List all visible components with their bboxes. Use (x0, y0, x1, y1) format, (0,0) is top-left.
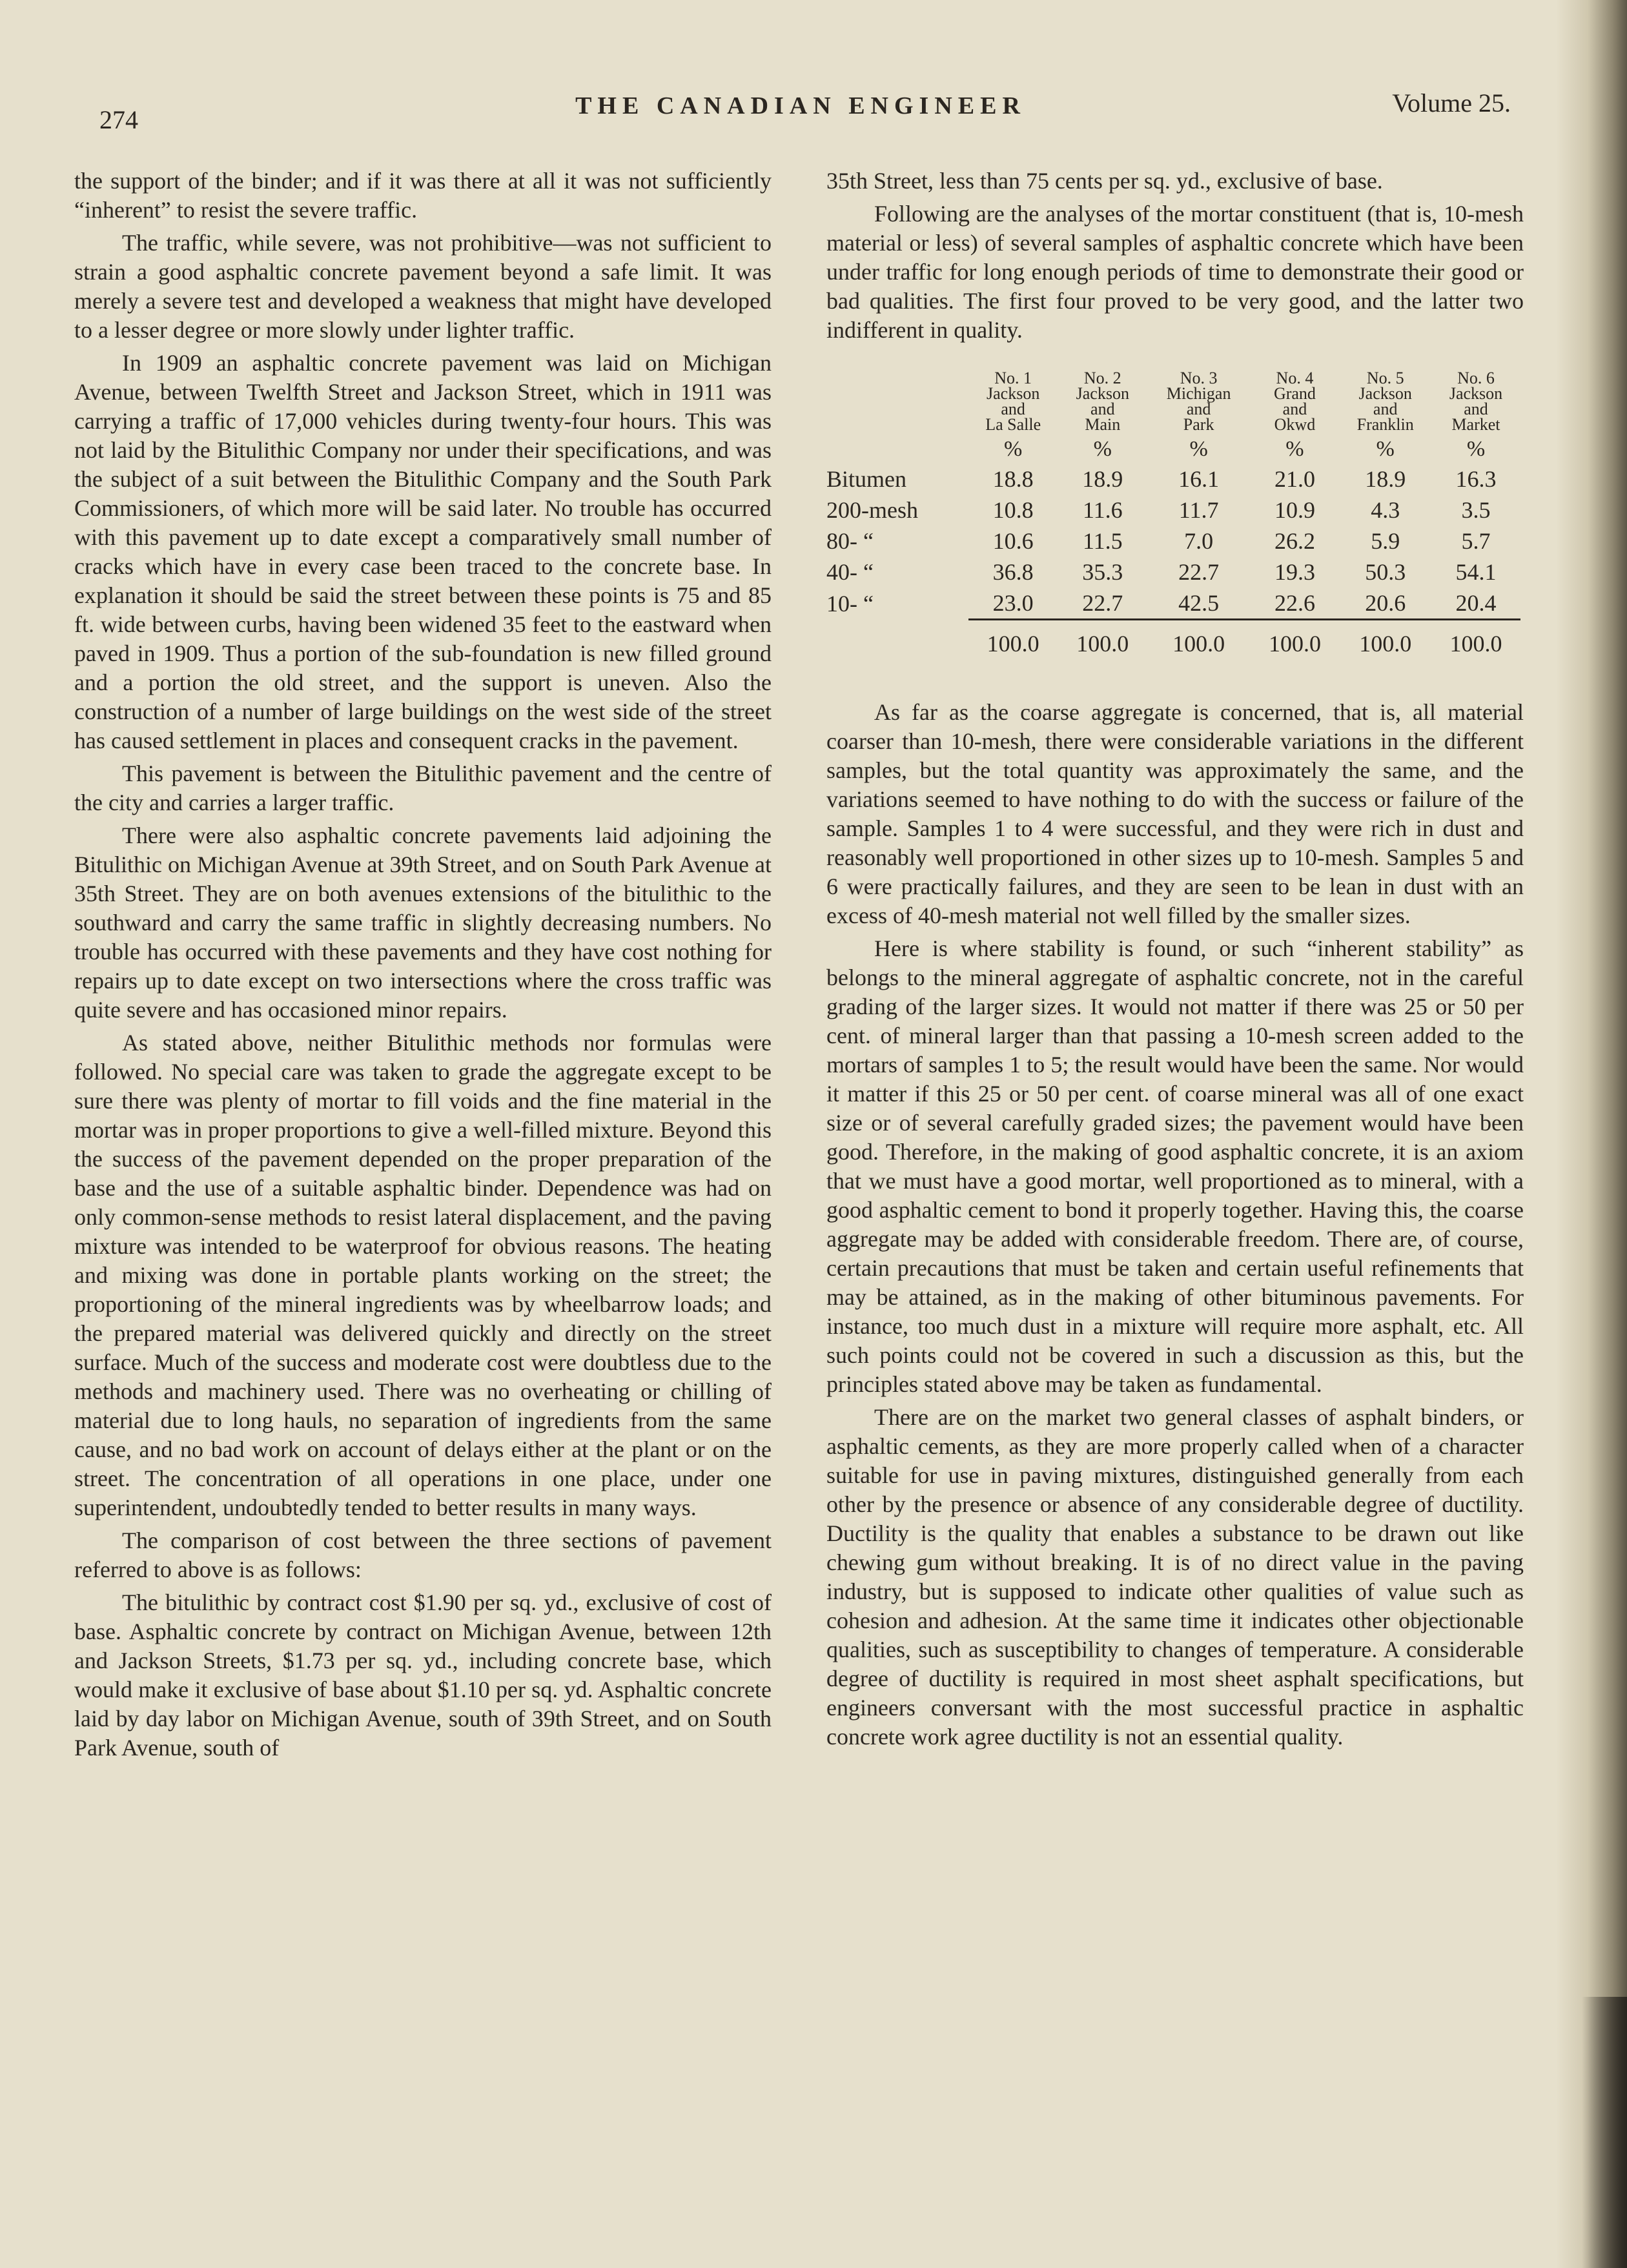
table-cell: 3.5 (1461, 497, 1491, 523)
table-cell: 50.3 (1365, 559, 1406, 585)
table-cell: 16.3 (1455, 466, 1497, 492)
table-cell: 21.0 (1274, 466, 1315, 492)
total-cell: 100.0 (1076, 631, 1129, 657)
total-cell: 100.0 (1449, 631, 1502, 657)
table-header-empty (826, 371, 968, 436)
paragraph: 35th Street, less than 75 cents per sq. yd., exclusive of base. (826, 168, 1383, 194)
paragraph: Here is where stability is found, or such “inherent stability” as belongs to the mineral aggregate of asphaltic concrete, not in the careful grading of the larger sizes. It would not matter if there was 25 or 50 per cent. of mineral larger than that passing a 10-mesh screen added to the mortars of samples 1 to 5; the result would have been the same. Nor would it matter if this 25 or 50 per cent. of coarse mineral was all of one exact size or of several carefully graded sizes; the pavement would have been good. Therefore, in the making of good asphaltic concrete, it is an axiom that we must have a good mortar, well proportioned as to mineral, with a good asphaltic cement to bond it properly together. Having this, the coarse aggregate may be added with considerable freedom. There are, of course, certain precautions that must be taken and certain useful refinements that may be attained, as in the making of other bituminous pavements. For instance, too much dust in a mixture will require more asphalt, etc. All such points could not be covered in such a discussion as this, but the principles stated above may be taken as fundamental. (826, 935, 1524, 1397)
unit-cell: % (1189, 437, 1208, 461)
table-row (826, 464, 1520, 495)
paragraph: As far as the coarse aggregate is concerned, that is, all material coarser than 10-mesh, there were considerable variations in the different samples, but the total quantity was approximately the same, and the variations seemed to have nothing to do with the success or failure of the sample. Samples 1 to 4 were successful, and they were rich in dust and reasonably well proportioned in other sizes up to 10-mesh. Samples 5 and 6 were practically failures, and they are seen to be lean in dust with an excess of 40-mesh material not well filled by the smaller sizes. (826, 699, 1524, 928)
table-cell: 18.9 (1082, 466, 1123, 492)
paragraph: As stated above, neither Bitulithic methods nor formulas were followed. No special care was taken to grade the aggregate except to be sure there was plenty of mortar to fill voids and the fine material in the mortar was in proper proportions to give a well-filled mixture. Beyond this the success of the pavement depended on the proper preparation of the base and the use of a suitable asphaltic binder. Dependence was had on only common-sense methods to resist lateral displacement, and the paving mixture was intended to be waterproof for obvious reasons. The heating and mixing was done in portable plants working on the street; the proportioning of the mineral ingredients was by wheelbarrow loads; and the prepared material was delivered quickly and directly on the street surface. Much of the success and moderate cost were doubtless due to the methods and machinery used. There was no overheating or chilling of material due to long hauls, no separation of ingredients from the same cause, and no bad work on account of delays either at the plant or on the street. The concentration of all operations in one place, under one superintendent, undoubtedly tended to better results in many ways. (74, 1030, 772, 1520)
table-column-header: No. 3 Michigan and Park (1166, 369, 1231, 434)
table-cell: 11.6 (1082, 497, 1123, 523)
table-total-row (826, 620, 1520, 660)
table-row (826, 495, 1520, 526)
table-cell: 22.7 (1058, 587, 1147, 620)
volume-label: Volume 25. (1392, 88, 1511, 117)
mortar-analysis-table (826, 371, 1520, 659)
total-cell: 100.0 (1359, 631, 1412, 657)
unit-cell: % (1004, 437, 1023, 461)
table-cell: 4.3 (1371, 497, 1400, 523)
table-header-row (826, 371, 1520, 436)
table-cell: 7.0 (1184, 528, 1214, 554)
page-number: 274 (99, 105, 138, 134)
total-cell: 100.0 (1172, 631, 1225, 657)
paragraph: This pavement is between the Bitulithic pavement and the centre of the city and carries a larger traffic. (74, 761, 772, 815)
table-cell: 10.8 (992, 497, 1034, 523)
table-unit-row (826, 436, 1520, 464)
page-header (90, 83, 1511, 134)
table-cell: 19.3 (1274, 559, 1315, 585)
paragraph: The comparison of cost between the three sections of pavement referred to above is as follows: (74, 1527, 772, 1582)
row-label: 40- “ (826, 559, 874, 585)
table-cell: 54.1 (1455, 559, 1497, 585)
table-row (826, 557, 1520, 587)
unit-cell: % (1093, 437, 1112, 461)
table-cell: 20.4 (1431, 587, 1520, 620)
table-cell: 42.5 (1147, 587, 1251, 620)
paragraph: The bitulithic by contract cost $1.90 per sq. yd., exclusive of cost of base. Asphaltic concrete by contract on Michigan Avenue, between 12th and Jackson Streets, $1.73 per sq. yd., including concrete base, which would make it exclusive of base about $1.10 per sq. yd. Asphaltic concrete laid by day labor on Michigan Avenue, south of 39th Street, and on South Park Avenue, south of (74, 1589, 772, 1761)
table-column-header: No. 2 Jackson and Main (1076, 369, 1129, 434)
table-cell: 36.8 (992, 559, 1034, 585)
table-cell: 16.1 (1178, 466, 1220, 492)
table-column-header: No. 6 Jackson and Market (1449, 369, 1503, 434)
page-corner-shadow (1582, 1997, 1627, 2268)
table-cell: 11.7 (1178, 497, 1219, 523)
table-cell: 11.5 (1082, 528, 1123, 554)
unit-cell: % (1285, 437, 1304, 461)
row-label: 80- “ (826, 528, 874, 554)
total-cell: 100.0 (987, 631, 1039, 657)
table-row (826, 526, 1520, 557)
table-cell: 5.7 (1461, 528, 1491, 554)
row-label: 200-mesh (826, 497, 918, 523)
left-column (74, 167, 772, 1766)
total-cell: 100.0 (1268, 631, 1321, 657)
paragraph: Following are the analyses of the mortar constituent (that is, 10-mesh material or less) of several samples of asphaltic concrete which have been under traffic for long enough periods of time to demonstrate their good or bad qualities. The first four proved to be very good, and the latter two indifferent in quality. (826, 201, 1524, 343)
table-cell: 10.9 (1274, 497, 1315, 523)
paragraph: The traffic, while severe, was not prohibitive—was not sufficient to strain a good asphaltic concrete pavement beyond a safe limit. It was merely a severe test and developed a weakness that might have developed to a lesser degree or more slowly under lighter traffic. (74, 230, 772, 343)
table-cell: 20.6 (1339, 587, 1431, 620)
table-cell: 18.8 (992, 466, 1034, 492)
table-cell: 22.7 (1178, 559, 1220, 585)
row-label: 10- “ (826, 590, 874, 617)
right-column (826, 167, 1524, 1755)
paragraph: In 1909 an asphaltic concrete pavement was laid on Michigan Avenue, between Twelfth Street and Jackson Street, which in 1911 was carrying a traffic of 17,000 vehicles during twenty-four hours. This was not laid by the Bitulithic Company nor under their specifications, and was the subject of a suit between the Bitulithic Company and the South Park Commissioners, of which more will be said later. No trouble has occurred with this pavement up to date except a comparatively small number of cracks which have in every case been traced to the concrete base. In explanation it should be said the street between these points is 75 and 85 ft. wide between curbs, having been widened 35 feet to the eastward when paved in 1909. Thus a portion of the sub-foundation is new filled ground and a portion the old street, and the support is uneven. Also the construction of a number of large buildings on the west side of the street has caused settlement in places and consequent cracks in the pavement. (74, 350, 772, 753)
running-title: THE CANADIAN ENGINEER (575, 92, 1026, 119)
table-cell: 26.2 (1274, 528, 1315, 554)
table-cell: 23.0 (968, 587, 1058, 620)
table-column-header: No. 1 Jackson and La Salle (985, 369, 1041, 434)
row-label: Bitumen (826, 466, 906, 492)
paragraph: There were also asphaltic concrete pavements laid adjoining the Bitulithic on Michigan Avenue at 39th Street, and on South Park Avenue at 35th Street. They are on both avenues extensions of the bitulithic to the southward and carry the same traffic in slightly decreasing numbers. No trouble has occurred with these pavements and they have cost nothing for repairs up to date except on two intersections where the cross traffic was quite severe and has occasioned minor repairs. (74, 822, 772, 1023)
table-cell: 22.6 (1250, 587, 1339, 620)
table-cell: 35.3 (1082, 559, 1123, 585)
table-cell: 10.6 (992, 528, 1034, 554)
table-cell: 18.9 (1365, 466, 1406, 492)
table-column-header: No. 5 Jackson and Franklin (1356, 369, 1414, 434)
table-row (826, 587, 1520, 620)
unit-cell: % (1376, 437, 1395, 461)
page-edge-shadow (1556, 0, 1627, 2268)
table-column-header: No. 4 Grand and Okwd (1273, 369, 1316, 434)
table-cell: 5.9 (1371, 528, 1400, 554)
unit-cell: % (1466, 437, 1486, 461)
paragraph: There are on the market two general classes of asphalt binders, or asphaltic cements, as they are more properly called when of a character suitable for use in paving mixtures, distinguished generally from each other by the presence or absence of any considerable degree of ductility. Ductility is the quality that enables a substance to be drawn out like chewing gum without breaking. It is of no direct value in the paving industry, but is supposed to indicate other qualities of value such as cohesion and adhesion. At the same time it indicates other objectionable qualities, such as susceptibility to changes of temperature. A considerable degree of ductility is required in most sheet asphalt specifications, but engineers conversant with the most successful practice in asphaltic concrete work agree ductility is not an essential quality. (826, 1404, 1524, 1750)
paragraph: the support of the binder; and if it was there at all it was not sufficiently “inherent” to resist the severe traffic. (74, 168, 772, 223)
